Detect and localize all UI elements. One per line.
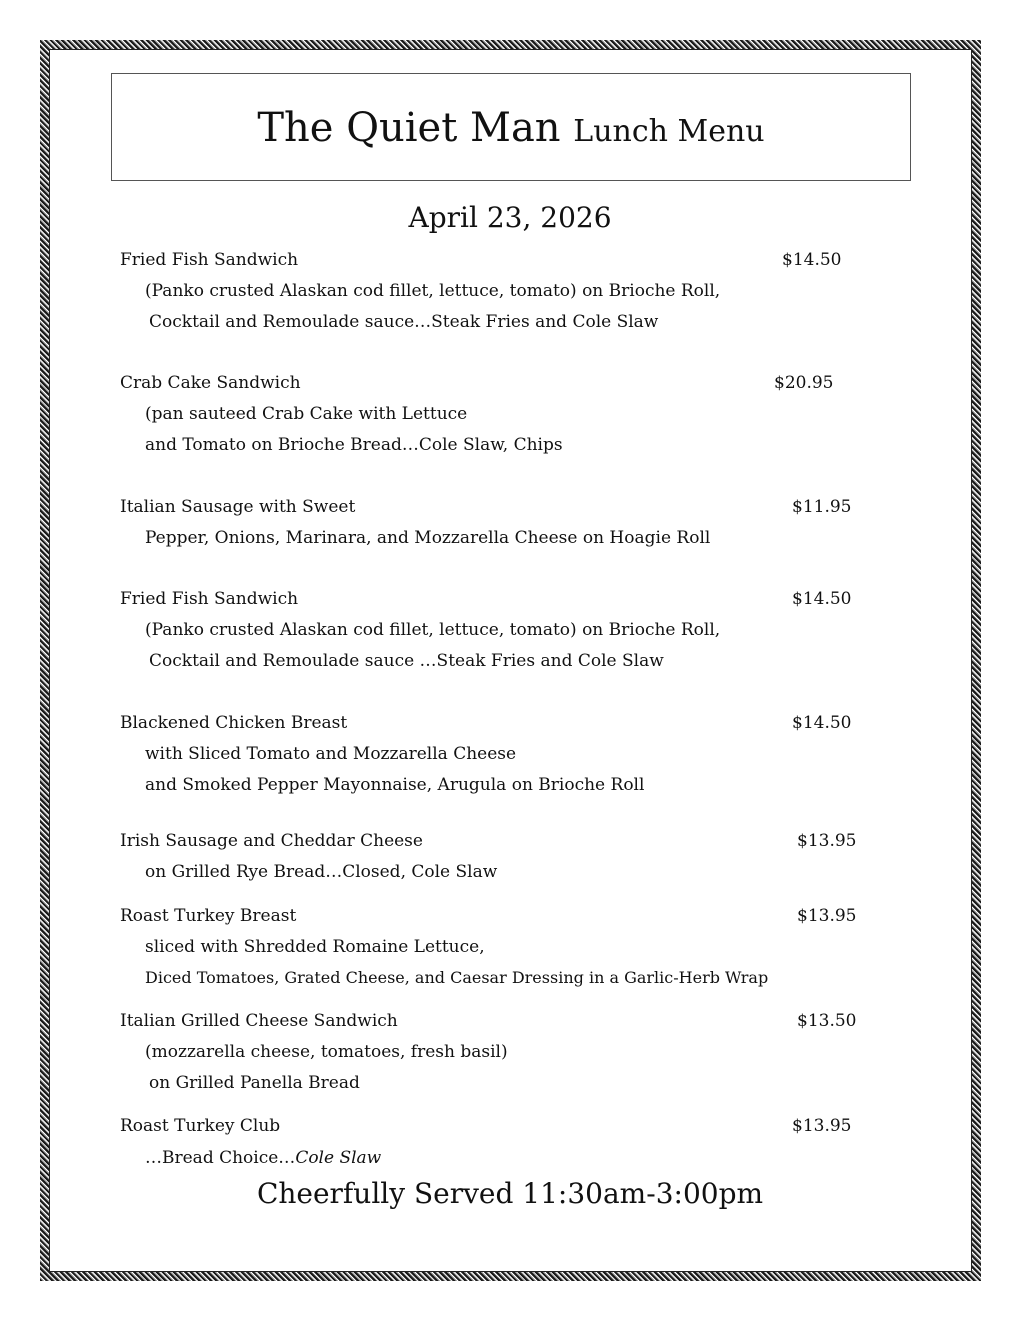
description-text: …Bread Choice… [145, 1148, 296, 1168]
menu-item-description: on Grilled Rye Bread…Closed, Cole Slaw [145, 862, 498, 882]
menu-item-description: (pan sauteed Crab Cake with Lettuce [145, 404, 468, 424]
menu-item-name: Blackened Chicken Breast [120, 713, 348, 733]
menu-item-description: sliced with Shredded Romaine Lettuce, [145, 937, 485, 957]
menu-item-description: (mozzarella cheese, tomatoes, fresh basil) [145, 1042, 508, 1062]
menu-item-name: Fried Fish Sandwich [120, 250, 299, 270]
menu-item-price: $20.95 [774, 373, 834, 393]
menu-item-description: (Panko crusted Alaskan cod fillet, lettuce, tomato) on Brioche Roll, [145, 281, 721, 301]
menu-item-price: $11.95 [792, 497, 852, 517]
menu-item-name: Fried Fish Sandwich [120, 589, 299, 609]
menu-item-description: and Smoked Pepper Mayonnaise, Arugula on Brioche Roll [145, 775, 645, 795]
menu-item-description: on Grilled Panella Bread [149, 1073, 360, 1093]
serving-hours: Cheerfully Served 11:30am-3:00pm [256, 1177, 764, 1210]
menu-item-description: with Sliced Tomato and Mozzarella Cheese [145, 744, 517, 764]
menu-item-price: $14.50 [782, 250, 842, 270]
title-box [111, 73, 911, 181]
menu-item-name: Crab Cake Sandwich [120, 373, 301, 393]
menu-item-price: $13.95 [797, 831, 857, 851]
menu-item-description: and Tomato on Brioche Bread…Cole Slaw, Chips [145, 435, 563, 455]
menu-date: April 23, 2026 [408, 201, 612, 234]
menu-item-description: Pepper, Onions, Marinara, and Mozzarella Cheese on Hoagie Roll [145, 528, 711, 548]
menu-item-name: Italian Sausage with Sweet [120, 497, 356, 517]
menu-title [112, 104, 910, 156]
menu-item-price: $14.50 [792, 713, 852, 733]
menu-item-description: Cocktail and Remoulade sauce…Steak Fries and Cole Slaw [149, 312, 659, 332]
menu-item-price: $14.50 [792, 589, 852, 609]
menu-item-name: Roast Turkey Breast [120, 906, 297, 926]
menu-item-description: Diced Tomatoes, Grated Cheese, and Caesar Dressing in a Garlic-Herb Wrap [145, 968, 769, 987]
menu-item-description: Cocktail and Remoulade sauce …Steak Fries and Cole Slaw [149, 651, 664, 671]
menu-item-name: Irish Sausage and Cheddar Cheese [120, 831, 423, 851]
menu-item-price: $13.95 [797, 906, 857, 926]
menu-item-description [145, 1147, 381, 1169]
menu-item-price: $13.50 [797, 1011, 857, 1031]
menu-type: Lunch Menu [573, 114, 765, 149]
description-italic-text: Cole Slaw [295, 1148, 382, 1168]
restaurant-name: The Quiet Man [257, 105, 561, 151]
menu-item-name: Italian Grilled Cheese Sandwich [120, 1011, 398, 1031]
menu-item-price: $13.95 [792, 1116, 852, 1136]
menu-item-name: Roast Turkey Club [120, 1116, 281, 1136]
menu-item-description: (Panko crusted Alaskan cod fillet, lettuce, tomato) on Brioche Roll, [145, 620, 721, 640]
